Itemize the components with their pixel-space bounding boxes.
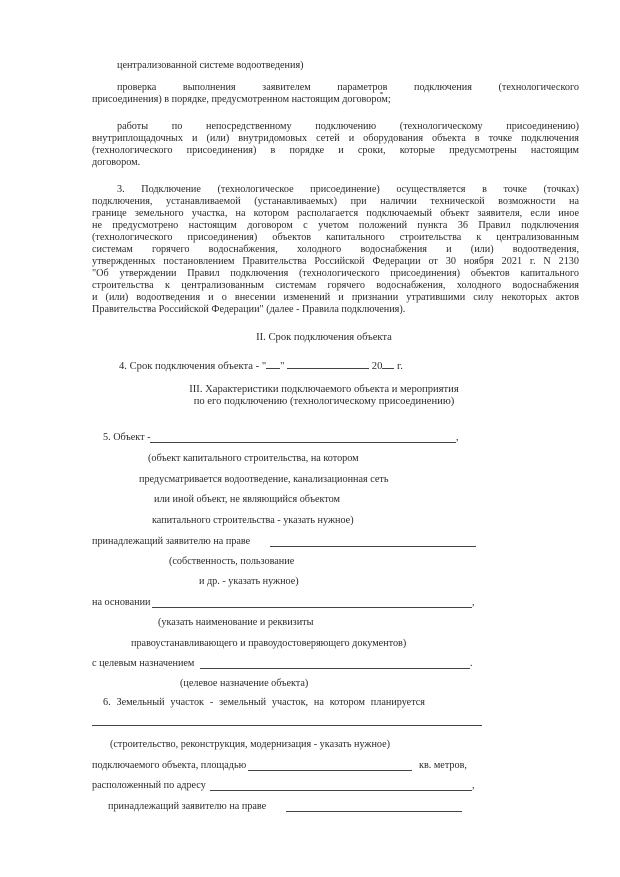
item5-purpose-hint: (целевое назначение объекта) bbox=[180, 678, 309, 689]
para3-line10: и (или) водоотведения и о внесении изменений и признании утратившими силу некоторых актов bbox=[92, 292, 579, 303]
item5-basis-hint1: (указать наименование и реквизиты bbox=[158, 617, 314, 628]
item4-suffix: г. bbox=[394, 361, 403, 372]
para3-last-line: Правительства Российской Федерации" (далее - Правила подключения). bbox=[92, 304, 406, 315]
para-check-line1: проверка выполнения заявителем параметров подключения (технологического bbox=[117, 82, 579, 93]
item4-year-blank[interactable] bbox=[382, 358, 394, 369]
para3-line5: (технологического присоединения) объектов капитального строительства к централизованным bbox=[92, 232, 579, 243]
item6-address-label: расположенный по адресу bbox=[92, 780, 206, 791]
item4-day-blank[interactable] bbox=[266, 358, 280, 369]
para3-line9: строительства к централизованным системам горячего водоснабжения, холодного водоснабжения bbox=[92, 280, 579, 291]
item6-area-unit: кв. метров, bbox=[419, 760, 467, 771]
item6-hint: (строительство, реконструкция, модернизация - указать нужное) bbox=[110, 739, 391, 750]
para3-line4: не предусмотрено настоящим договором с учетом положений пункта 36 Правил подключения bbox=[92, 220, 579, 231]
item5-right-hint2: и др. - указать нужное) bbox=[199, 576, 299, 587]
para3-line8: "Об утверждении Правил подключения (технологического присоединения) объектов капитального bbox=[92, 268, 579, 279]
para3-line6: системам горячего водоснабжения, холодного водоснабжения и (или) водоотведения, bbox=[92, 244, 579, 255]
item4-prefix: 4. Срок подключения объекта - " bbox=[119, 361, 267, 372]
item6-area-field[interactable] bbox=[248, 770, 412, 771]
item5-hint4: капитального строительства - указать нужное) bbox=[152, 515, 354, 526]
para-works-line1: работы по непосредственному подключению (технологическому присоединению) bbox=[117, 121, 579, 132]
section3-heading-line1: III. Характеристики подключаемого объекта и мероприятия bbox=[189, 384, 459, 395]
item6-purpose-field[interactable] bbox=[92, 725, 482, 726]
item5-hint3: или иной объект, не являющийся объектом bbox=[154, 494, 340, 505]
para-works-line2: внутриплощадочных и (или) внутридомовых сетей и оборудования объекта в точке подключения bbox=[92, 133, 579, 144]
item4-line bbox=[119, 358, 403, 373]
item4-quote: " bbox=[280, 361, 285, 372]
top-continuation: централизованной системе водоотведения) bbox=[117, 60, 304, 71]
item5-end: , bbox=[456, 432, 459, 443]
para3-line3: границе земельного участка, на котором располагается подключаемый объект заявителя, если иное bbox=[92, 208, 579, 219]
section2-heading: II. Срок подключения объекта bbox=[256, 332, 392, 343]
item5-purpose-end: . bbox=[470, 658, 473, 669]
section3-heading-line2: по его подключению (технологическому присоединению) bbox=[193, 396, 455, 407]
item4-year-prefix: 20 bbox=[371, 361, 383, 372]
item4-month-blank[interactable] bbox=[287, 358, 369, 369]
item6-area-label: подключаемого объекта, площадью bbox=[92, 760, 247, 771]
item6-address-field[interactable] bbox=[210, 790, 472, 791]
para-works-line4: договором. bbox=[92, 157, 141, 168]
item5-hint2: предусматривается водоотведение, канализационная сеть bbox=[139, 474, 389, 485]
item5-basis-field[interactable] bbox=[152, 607, 472, 608]
item5-basis-label: на основании bbox=[92, 597, 151, 608]
item6-address-end: , bbox=[472, 780, 475, 791]
item5-basis-hint2: правоустанавливающего и правоудостоверяющего документов) bbox=[131, 638, 407, 649]
para3-line2: подключения, устанавливаемой (устанавливаемых) при наличии технической возможности на bbox=[92, 196, 579, 207]
item5-right-label: принадлежащий заявителю на праве bbox=[92, 536, 251, 547]
item5-purpose-field[interactable] bbox=[200, 668, 470, 669]
para3-line1: 3. Подключение (технологическое присоединение) осуществляется в точке (точках) bbox=[117, 184, 579, 195]
item5-basis-end: , bbox=[472, 597, 475, 608]
item5-purpose-label: с целевым назначением bbox=[92, 658, 195, 669]
item6-right-field[interactable] bbox=[286, 811, 462, 812]
para3-line7: утвержденных постановлением Правительства Российской Федерации от 30 ноября 2021 г. N 2130 bbox=[92, 256, 579, 267]
para-check-line2: присоединения) в порядке, предусмотренном настоящим договором; bbox=[92, 94, 391, 105]
item6-line1: 6. Земельный участок - земельный участок, на котором планируется bbox=[103, 697, 425, 708]
para-works-line3: (технологического присоединения) в порядке и сроки, которые предусмотрены настоящим bbox=[92, 145, 579, 156]
item6-right-label: принадлежащий заявителю на праве bbox=[108, 801, 267, 812]
item5-right-field[interactable] bbox=[270, 546, 476, 547]
item5-label: 5. Объект - bbox=[103, 432, 151, 443]
item5-object-field[interactable] bbox=[150, 442, 456, 443]
item5-right-hint1: (собственность, пользование bbox=[169, 556, 295, 567]
item5-hint1: (объект капитального строительства, на котором bbox=[148, 453, 359, 464]
